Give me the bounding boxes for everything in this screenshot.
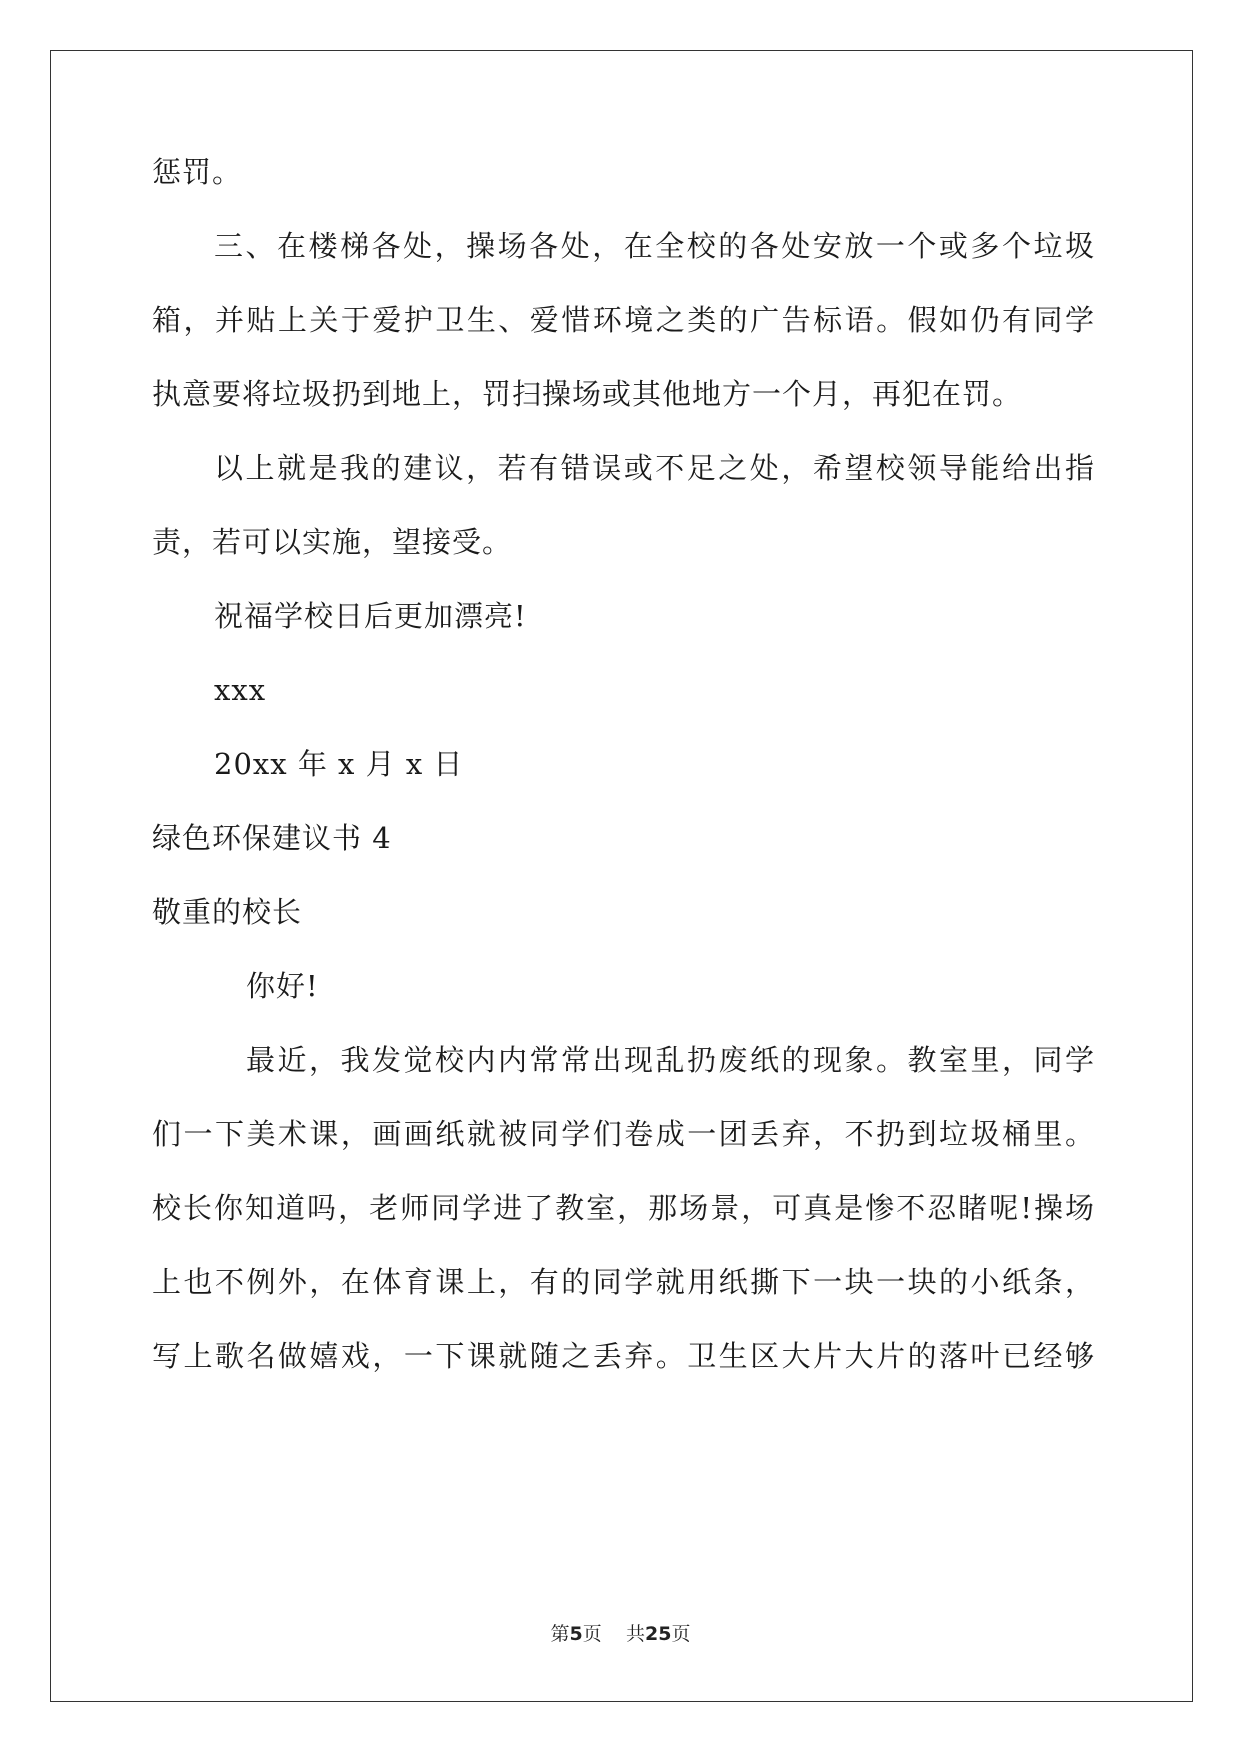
- greeting: 你好!: [246, 969, 319, 1003]
- footer-total-suffix: 页: [671, 1623, 691, 1645]
- text-line-3: 箱，并贴上关于爱护卫生、爱惜环境之类的广告标语。假如仍有同学: [152, 303, 1094, 337]
- page-border: [50, 50, 1193, 1702]
- footer-page-suffix: 页: [582, 1623, 602, 1645]
- text-line-17: 写上歌名做嬉戏，一下课就随之丢弃。卫生区大片大片的落叶已经够: [152, 1339, 1094, 1373]
- text-line-2: 三、在楼梯各处，操场各处，在全校的各处安放一个或多个垃圾: [214, 229, 1094, 263]
- section-title: 绿色环保建议书 4: [152, 821, 392, 855]
- text-line-1: 惩罚。: [152, 155, 243, 189]
- text-line-14: 们一下美术课，画画纸就被同学们卷成一团丢弃，不扔到垃圾桶里。: [152, 1117, 1094, 1151]
- salutation: 敬重的校长: [152, 895, 303, 929]
- text-line-6: 责，若可以实施，望接受。: [152, 525, 513, 559]
- text-line-15: 校长你知道吗，老师同学进了教室，那场景，可真是惨不忍睹呢!操场: [152, 1191, 1094, 1225]
- footer-total-prefix: 共: [625, 1623, 645, 1645]
- signature: xxx: [214, 673, 267, 707]
- text-line-5: 以上就是我的建议，若有错误或不足之处，希望校领导能给出指: [214, 451, 1094, 485]
- footer-prefix: 第: [550, 1623, 570, 1645]
- page-footer: [0, 1622, 1241, 1646]
- text-line-4: 执意要将垃圾扔到地上，罚扫操场或其他地方一个月，再犯在罚。: [152, 377, 1023, 411]
- footer-total-pages: 25: [644, 1623, 672, 1645]
- text-line-16: 上也不例外，在体育课上，有的同学就用纸撕下一块一块的小纸条，: [152, 1265, 1094, 1299]
- text-line-7: 祝福学校日后更加漂亮!: [214, 599, 527, 633]
- date-line: 20xx 年 x 月 x 日: [214, 747, 464, 781]
- footer-page-number: 5: [569, 1623, 583, 1645]
- text-line-13: 最近，我发觉校内内常常出现乱扔废纸的现象。教室里，同学: [246, 1043, 1094, 1077]
